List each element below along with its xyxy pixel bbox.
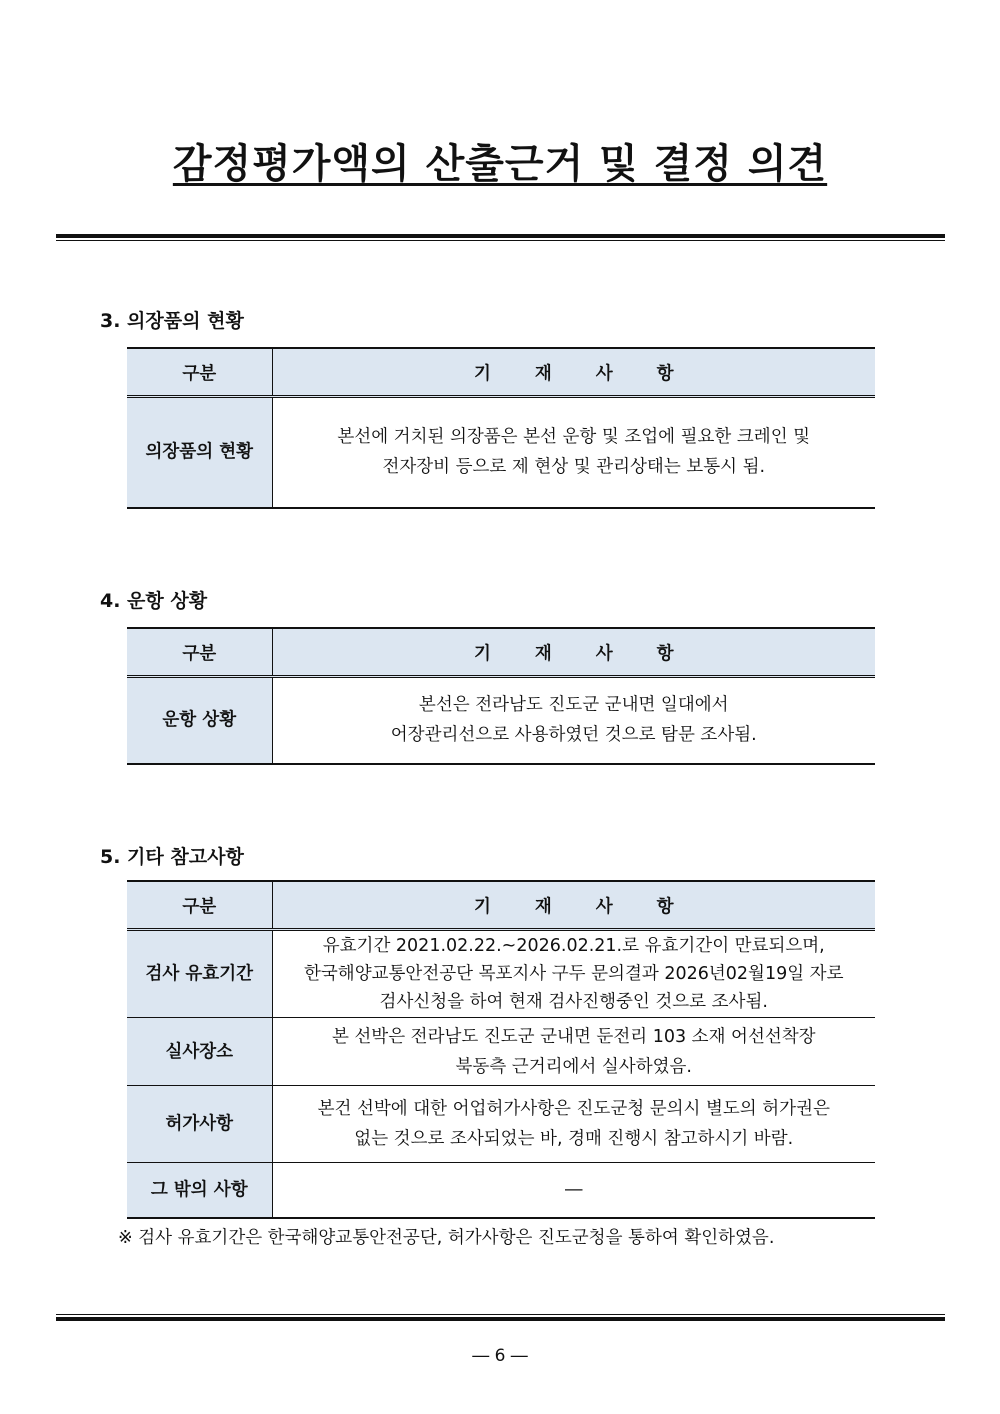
header-category: 구분	[127, 881, 272, 930]
table-row	[127, 677, 875, 764]
page-title: 감정평가액의 산출근거 및 결정 의견	[172, 141, 828, 187]
row-label: 허가사항	[127, 1086, 272, 1163]
table-other-notes	[127, 880, 875, 1219]
header-category: 구분	[127, 628, 272, 677]
section-heading-5: 5. 기타 참고사항	[100, 846, 244, 868]
row-content: 본건 선박에 대한 어업허가사항은 진도군청 문의시 별도의 허가권은 없는 것으로 조사되었는 바, 경매 진행시 참고하시기 바람.	[272, 1086, 875, 1163]
bottom-divider	[56, 1314, 945, 1321]
row-content: 본선은 전라남도 진도군 군내면 일대에서 어장관리선으로 사용하였던 것으로 탐문 조사됨.	[272, 677, 875, 764]
header-details: 기 재 사 항	[272, 348, 875, 397]
row-label: 검사 유효기간	[127, 930, 272, 1018]
footnote: ※ 검사 유효기간은 한국해양교통안전공단, 허가사항은 진도군청을 통하여 확인하였음.	[118, 1228, 775, 1248]
section-heading-3: 3. 의장품의 현황	[100, 310, 244, 332]
table-row	[127, 397, 875, 508]
table-operation-status	[127, 627, 875, 765]
row-content: 본선에 거치된 의장품은 본선 운항 및 조업에 필요한 크레인 및 전자장비 등으로 제 현상 및 관리상태는 보통시 됨.	[272, 397, 875, 508]
header-category: 구분	[127, 348, 272, 397]
row-content: ―	[272, 1163, 875, 1218]
row-content: 본 선박은 전라남도 진도군 군내면 둔전리 103 소재 어선선착장 북동측 근거리에서 실사하였음.	[272, 1018, 875, 1086]
table-row	[127, 930, 875, 1018]
row-content: 유효기간 2021.02.22.~2026.02.21.로 유효기간이 만료되으며, 한국해양교통안전공단 목포지사 구두 문의결과 2026년02월19일 자로 검사신청을 하여 현재 검사진행중인 것으로 조사됨.	[272, 930, 875, 1018]
header-details: 기 재 사 항	[272, 628, 875, 677]
row-label: 그 밖의 사항	[127, 1163, 272, 1218]
table-row	[127, 1086, 875, 1163]
table-equipment-status	[127, 347, 875, 509]
table-row	[127, 1163, 875, 1218]
table-row	[127, 1018, 875, 1086]
page-number: ― 6 ―	[472, 1346, 528, 1366]
row-label: 운항 상황	[127, 677, 272, 764]
section-heading-4: 4. 운항 상황	[100, 590, 208, 612]
row-label: 의장품의 현황	[127, 397, 272, 508]
row-label: 실사장소	[127, 1018, 272, 1086]
header-details: 기 재 사 항	[272, 881, 875, 930]
top-divider	[56, 234, 945, 241]
